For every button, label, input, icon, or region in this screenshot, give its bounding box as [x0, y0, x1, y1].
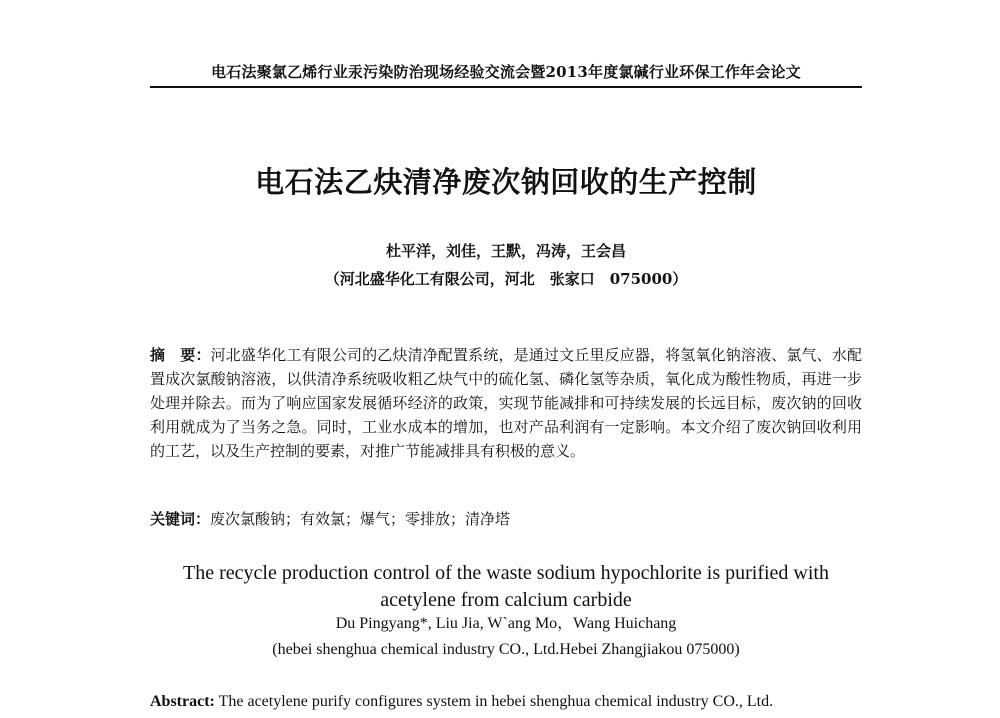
keywords-cn-label: 关键词： — [150, 510, 211, 528]
authors-cn: 杜平洋，刘佳，王默，冯涛，王会昌 — [385, 242, 626, 260]
keywords-cn-text: 废次氯酸钠；有效氯；爆气；零排放；清净塔 — [210, 510, 511, 528]
affiliation-en: (hebei shenghua chemical industry CO., Ltd.Hebei Zhangjiakou 075000) — [272, 641, 740, 658]
abstract-en-text: The acetylene purify configures system in hebei shenghua chemical industry CO., Ltd. — [214, 693, 774, 710]
affiliation-cn: （河北盛华化工有限公司，河北 张家口 075000） — [324, 270, 688, 288]
abstract-en — [150, 692, 862, 712]
paper-title-cn: 电石法乙炔清净废次钠回收的生产控制 — [255, 165, 757, 199]
abstract-cn-label: 摘 要： — [150, 346, 211, 364]
header-rule — [150, 86, 862, 88]
abstract-en-label: Abstract: — [150, 693, 215, 710]
running-header: 电石法聚氯乙烯行业汞污染防治现场经验交流会暨2013年度氯碱行业环保工作年会论文 — [211, 63, 801, 81]
abstract-cn — [150, 343, 862, 463]
keywords-cn — [150, 507, 862, 531]
authors-en: Du Pingyang*, Liu Jia, W`ang Mo，Wang Huichang — [335, 615, 677, 632]
abstract-cn-text: 河北盛华化工有限公司的乙炔清净配置系统，是通过文丘里反应器，将氢氧化钠溶液、氯气、水配置成次氯酸钠溶液，以供清净系统吸收粗乙炔气中的硫化氢、磷化氢等杂质，氧化成为酸性物质，再进一步处理并除去。而为了响应国家发展循环经济的政策，实现节能减排和可持续发展的长远目标，废次钠的回收利用就成为了当务之急。同时，工业水成本的增加，也对产品利润有一定影响。本文介绍了废次钠回收利用的工艺，以及生产控制的要素，对推广节能减排具有积极的意义。 — [150, 346, 862, 460]
paper-title-en: The recycle production control of the waste sodium hypochlorite is purified with acetylene from calcium carbide — [183, 562, 829, 611]
